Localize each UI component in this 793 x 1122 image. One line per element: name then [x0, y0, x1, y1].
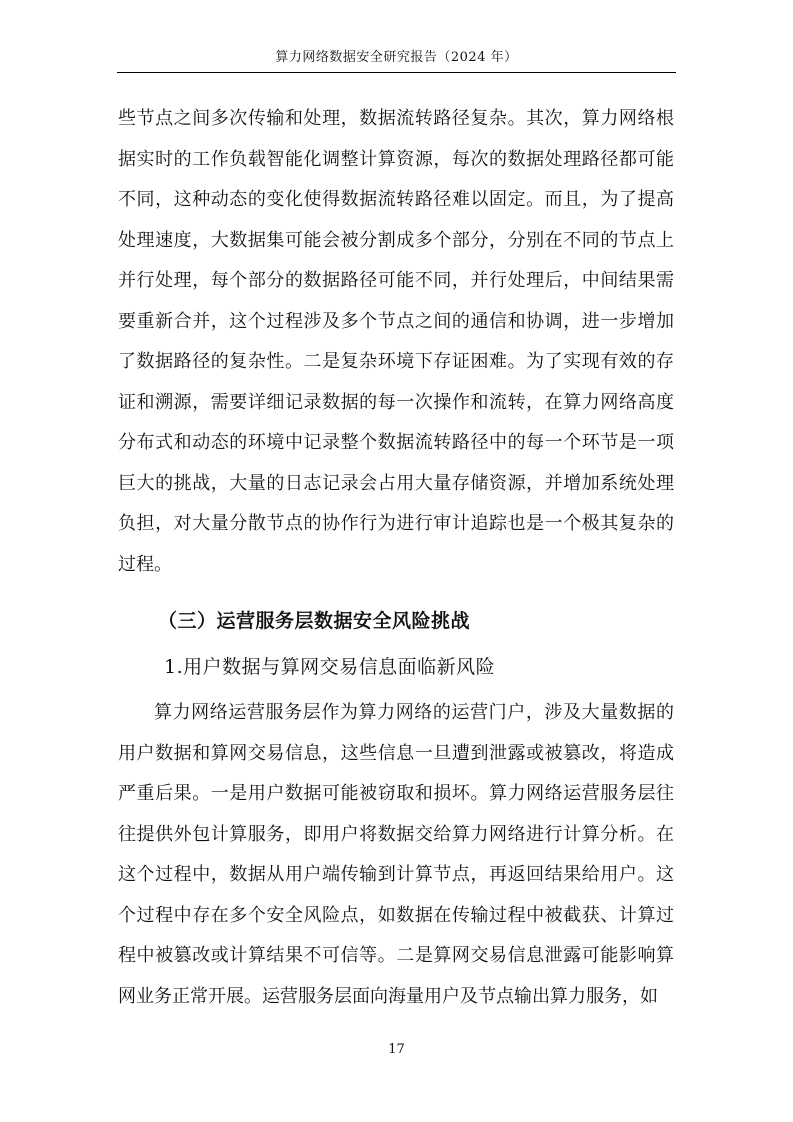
header-divider: [117, 72, 676, 73]
body-paragraph-1: 些节点之间多次传输和处理，数据流转路径复杂。其次，算力网络根据实时的工作负载智能化调整计算资源，每次的数据处理路径都可能不同，这种动态的变化使得数据流转路径难以固定。而且，为了提高处理速度，大数据集可能会被分割成多个部分，分别在不同的节点上并行处理，每个部分的数据路径可能不同，并行处理后，中间结果需要重新合并，这个过程涉及多个节点之间的通信和协调，进一步增加了数据路径的复杂性。二是复杂环境下存证困难。为了实现有效的存证和溯源，需要详细记录数据的每一次操作和流转，在算力网络高度分布式和动态的环境中记录整个数据流转路径中的每一个环节是一项巨大的挑战，大量的日志记录会占用大量存储资源，并增加系统处理负担，对大量分散节点的协作行为进行审计追踪也是一个极其复杂的过程。: [118, 108, 674, 575]
section-heading: （三）运营服务层数据安全风险挑战: [158, 610, 471, 632]
page-number: 17: [388, 1042, 405, 1057]
running-header: 算力网络数据安全研究报告（2024 年）: [275, 50, 518, 65]
subsection-heading: 1.用户数据与算网交易信息面临新风险: [164, 656, 496, 678]
body-paragraph-2: 算力网络运营服务层作为算力网络的运营门户，涉及大量数据的用户数据和算网交易信息，这些信息一旦遭到泄露或被篡改，将造成严重后果。一是用户数据可能被窃取和损坏。算力网络运营服务层往往提供外包计算服务，即用户将数据交给算力网络进行计算分析。在这个过程中，数据从用户端传输到计算节点，再返回结果给用户。这个过程中存在多个安全风险点，如数据在传输过程中被截获、计算过程中被篡改或计算结果不可信等。二是算网交易信息泄露可能影响算网业务正常开展。运营服务层面向海量用户及节点输出算力服务，如: [118, 702, 674, 1007]
